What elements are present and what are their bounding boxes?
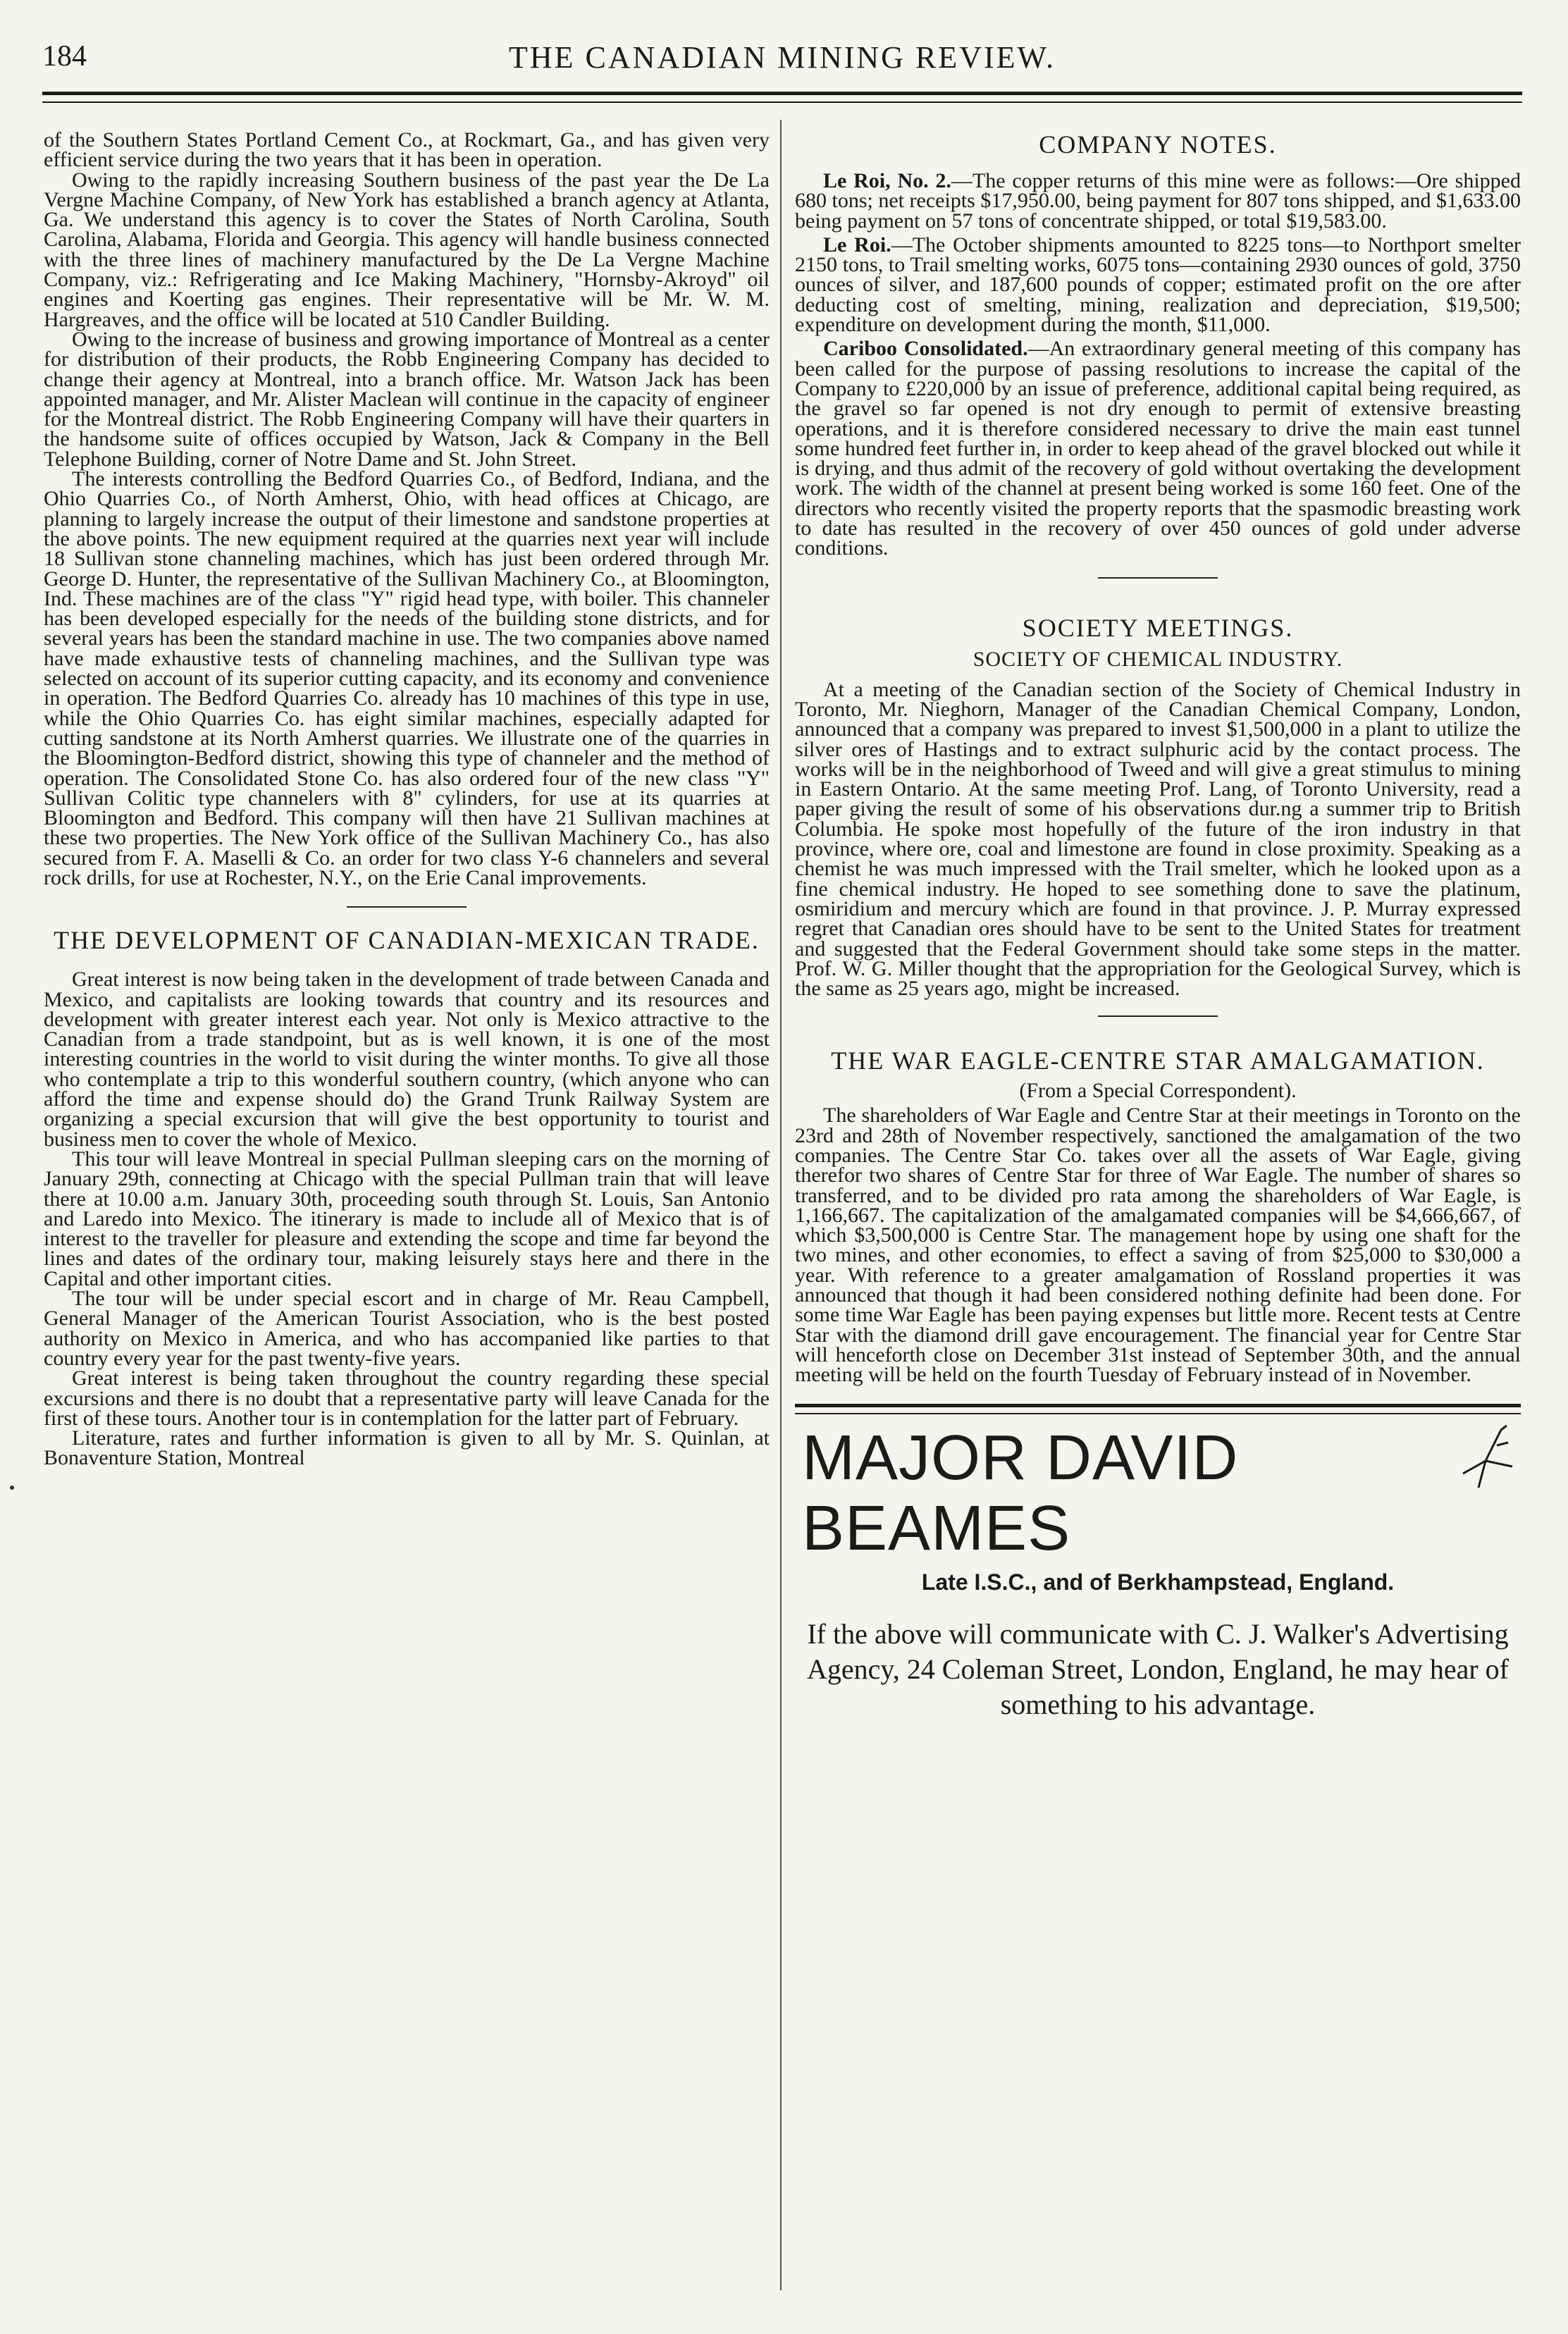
ad-body: If the above will communicate with C. J. Walker's Advertising Agency, 24 Coleman Street, London, England, he may hear of something to his advantage. (806, 1617, 1509, 1720)
company-notes-heading: COMPANY NOTES. (1039, 130, 1277, 159)
war-eagle-byline: (From a Special Correspondent). (1019, 1079, 1297, 1103)
right-column (795, 130, 1521, 1722)
note-lead: Le Roi. (823, 233, 891, 257)
note-le-roi-no-2 (795, 171, 1521, 231)
war-eagle-heading: THE WAR EAGLE-CENTRE STAR AMALGAMATION. (831, 1046, 1485, 1075)
note-cariboo-consolidated (795, 339, 1521, 558)
pointing-hand-icon (1457, 1424, 1521, 1491)
paragraph-tour-itinerary: This tour will leave Montreal in special Pullman sleeping cars on the morning of January 29th, connecting at Chicago with the special Pullman train that will leave there at 10.00 a.m. January 30th, proceeding south through St. Louis, San Antonio and Laredo into Mexico. The itinerary is made to include all of Mexico that is of interest to the traveller for pleasure and extending the scope and time far beyond the lines and dates of the ordinary tour, making leisurely stays here and there in the Capital and other important cities. (44, 1147, 770, 1290)
ad-subtitle: Late I.S.C., and of Berkhampstead, England. (921, 1569, 1395, 1595)
note-body: —An extraordinary general meeting of this company has been called for the purpose of passing resolutions to increase the capital of the Company to £220,000 by an issue of preference, additional capital being required, as the gravel so far opened is not dry enough to permit of extensive breasting operations, and it is therefore considered necessary to drive the main east tunnel some hundred feet further in, in order to keep ahead of the gravel blocked out while it is drying, and thus admit of the recovery of gold without overtaking the development work. The width of the channel at present being worked is some 160 feet. One of the directors who recently visited the property reports that the spasmodic breasting work to date has resulted in the recovery of over 450 ounces of gold under adverse conditions. (795, 337, 1521, 560)
running-title: THE CANADIAN MINING REVIEW. (509, 40, 1056, 75)
left-column (44, 130, 770, 1469)
note-lead: Le Roi, No. 2. (823, 169, 951, 192)
paragraph-bedford-quarries: The interests controlling the Bedford Quarries Co., of Bedford, Indiana, and the Ohio Quarries Co., of North Amherst, Ohio, with head offices at Chicago, are planning to largely increase the output of their limestone and sandstone properties at the above points. The new equipment required at the quarries next year will include 18 Sullivan stone channeling machines, which has just been ordered through Mr. George D. Hunter, the representative of the Sullivan Machinery Co., at Bloomington, Ind. These machines are of the class "Y" rigid head type, with boiler. This channeler has been developed especially for the needs of the building stone districts, and for several years has been the standard machine in use. The two companies above named have made exhaustive tests of channeling machines, and the Sullivan type was selected on account of its superior cutting capacity, and its economy and convenience in operation. The Bedford Quarries Co. already has 10 machines of this type in use, while the Ohio Quarries Co. has eight similar machines, especially adapted for cutting sandstone at its North Amherst quarries. We illustrate one of the quarries in the Bloomington-Bedford district, showing this type of channeler and the method of operation. The Consolidated Stone Co. has also ordered four of the new class "Y" Sullivan Colitic type channelers with 8" cylinders, for use at its quarries at Bloomington and Bedford. This company will then have 21 Sullivan machines at these two properties. The New York office of the Sullivan Machinery Co., has also secured from F. A. Maselli & Co. an order for two class Y-6 channelers and several rock drills, for use at Rochester, N.Y., on the Erie Canal improvements. (44, 467, 770, 889)
society-meetings-heading: SOCIETY MEETINGS. (1022, 613, 1294, 642)
section-separator (347, 906, 467, 908)
ad-name-text: MAJOR DAVID BEAMES (802, 1422, 1239, 1564)
section-separator (1098, 1015, 1218, 1017)
section-separator (1098, 577, 1218, 579)
ad-name (795, 1423, 1521, 1564)
column-divider (780, 120, 782, 2290)
trade-article-heading: THE DEVELOPMENT OF CANADIAN-MEXICAN TRADE. (54, 926, 760, 955)
page-number: 184 (42, 40, 87, 73)
paragraph-literature: Literature, rates and further information is given to all by Mr. S. Quinlan, at Bonaventure Station, Montreal (44, 1426, 770, 1470)
page-header (42, 39, 1522, 82)
society-subheading: SOCIETY OF CHEMICAL INDUSTRY. (973, 647, 1343, 671)
note-lead: Cariboo Consolidated. (823, 337, 1028, 361)
paragraph-tour-escort: The tour will be under special escort and in charge of Mr. Reau Campbell, General Manager of the American Tourist Association, who is the best posted authority on Mexico in America, and who has accompanied like parties to that country every year for the past twenty-five years. (44, 1287, 770, 1370)
ad-rule-thick (795, 1404, 1521, 1407)
paragraph-de-la-vergne: Owing to the rapidly increasing Southern business of the past year the De La Vergne Machine Company, of New York has established a branch agency at Atlanta, Ga. We understand this agency is to cover the States of North Carolina, South Carolina, Alabama, Florida and Georgia. This agency will handle business connected with the three lines of machinery manufactured by the De La Vergne Machine Company, viz.: Refrigerating and Ice Making Machinery, "Hornsby-Akroyd" oil engines and Koerting gas engines. Their representative will be Mr. W. M. Hargreaves, and the office will be located at 510 Candler Building. (44, 168, 770, 331)
header-rule-thick (42, 92, 1522, 95)
paragraph-tour-interest: Great interest is being taken throughout the country regarding these special excursions and there is no doubt that a representative party will leave Canada for the first of these tours. Another tour is in contemplation for the latter part of February. (44, 1366, 770, 1430)
paragraph-portland-cement: of the Southern States Portland Cement Co., at Rockmart, Ga., and has given very efficient service during the two years that it has been in operation. (44, 128, 770, 172)
header-rule-thin (42, 101, 1522, 103)
paragraph-trade-intro: Great interest is now being taken in the development of trade between Canada and Mexico, and capitalists are looking towards that country and its resources and development with greater interest each year. Not only is Mexico attractive to the Canadian from a trade standpoint, but as is well known, it is one of the most interesting countries in the world to visit during the winter months. To give all those who contemplate a trip to this wonderful southern country, (which anyone who can afford the time and expense should do) the Grand Trunk Railway System are organizing a special excursion that will give the best opportunity to tourist and business men to cover the whole of Mexico. (44, 968, 770, 1151)
paragraph-robb-engineering: Owing to the increase of business and growing importance of Montreal as a center for distribution of their products, the Robb Engineering Company has decided to change their agency at Montreal, into a branch office. Mr. Watson Jack has been appointed manager, and Mr. Alister Maclean will continue in the capacity of engineer for the Montreal district. The Robb Engineering Company will have their quarters in the handsome suite of offices occupied by Watson, Jack & Company in the Bell Telephone Building, corner of Notre Dame and St. John Street. (44, 327, 770, 471)
paragraph-chemical-industry: At a meeting of the Canadian section of the Society of Chemical Industry in Toronto, Mr. Nieghorn, Manager of the Canadian Chemical Company, London, announced that a company was prepared to invest $1,500,000 in a plant to utilize the silver ores of Hastings and to extract sulphuric acid by the contact process. The works will be in the neighborhood of Tweed and will give a great stimulus to mining in Eastern Ontario. At the same meeting Prof. Lang, of Toronto University, read a paper giving the result of some of his observations dur.ng a summer trip to British Columbia. He spoke most hopefully of the future of the iron industry in that province, where ore, coal and limestone are found in close proximity. Speaking as a chemist he was much impressed with the Trail smelter, which he looked upon as a fine chemical industry. He hoped to see something done to save the platinum, osmiridium and mercury which are found in that province. J. P. Murray expressed regret that Canadian ores should have to be sent to the United States for treatment and suggested that the Federal Government should take some steps in the matter. Prof. W. G. Miller thought that the appropriation for the Geological Survey, which is the same as 25 years ago, might be increased. (795, 677, 1521, 1001)
note-le-roi (795, 235, 1521, 335)
paragraph-amalgamation: The shareholders of War Eagle and Centre Star at their meetings in Toronto on the 23rd and 28th of November respectively, sanctioned the amalgamation of the two companies. The Centre Star Co. takes over all the assets of War Eagle, giving therefor two shares of Centre Star for three of War Eagle. The number of shares so transferred, and to be divided pro rata among the shareholders of War Eagle, is 1,166,667. The capitalization of the amalgamated companies will be $4,666,667, of which $3,500,000 is Centre Star. The management hope by using one shaft for the two mines, and other economies, to effect a saving of from $25,000 to $30,000 a year. With reference to a greater amalgamation of Rossland properties it was announced that though it had been considered nothing definite had been done. For some time War Eagle has been paying expenses but little more. Recent tests at Centre Star with the diamond drill gave encouragement. The financial year for Centre Star will henceforth close on December 31st instead of September 30th, and the annual meeting will be held on the fourth Tuesday of February instead of in November. (795, 1104, 1521, 1387)
note-body: —The copper returns of this mine were as follows:—Ore shipped 680 tons; net receipts $17,950.00, being payment for 807 tons shipped, and $1,633.00 being payment on 57 tons of concentrate shipped, or total $19,583.00. (795, 169, 1521, 233)
advertisement (795, 1404, 1521, 1722)
margin-dot (10, 1486, 14, 1490)
ad-rule-thin (795, 1413, 1521, 1414)
note-body: —The October shipments amounted to 8225 tons—to Northport smelter 2150 tons, to Trail smelting works, 6075 tons—containing 2930 ounces of gold, 3750 ounces of silver, and 187,600 pounds of copper; estimated profit on the ore after deducting cost of smelting, mining, realization and depreciation, $19,500; expenditure on development during the month, $11,000. (795, 233, 1521, 337)
